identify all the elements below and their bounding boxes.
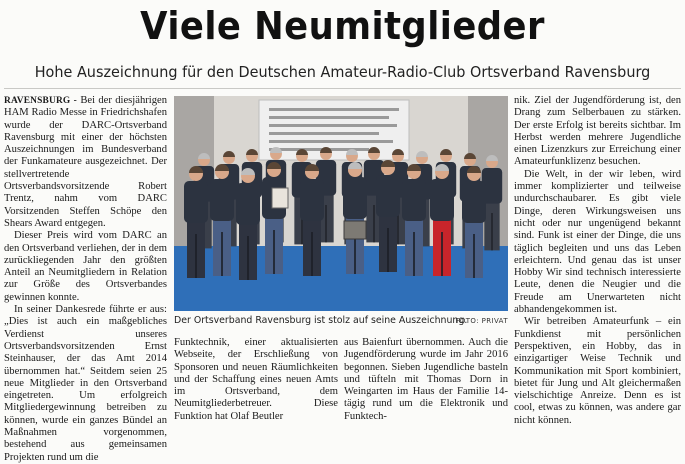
dateline: RAVENSBURG - (4, 96, 77, 106)
paragraph-youth: aus Baienfurt übernommen. Auch die Jugendförderung wurde im Jahr 2016 begonnen. Sieben Jugendliche basteln und tüfteln mit Thomas Dorn in Weingarten im Haus der Familie 14-tägig rund um die Elektronik und Funktech- (344, 337, 508, 422)
person-figure (462, 166, 486, 278)
paragraph-intro-text: Bei der diesjährigen HAM Radio Messe in Friedrichshafen wurde der DARC-Ortsverband Ravensburg mit einer der höchsten Auszeichnungen im Bundesverband der Funkamateure ausgezeichnet. Der stellvertretende Ortsverbandsvorsitzende Robert Trentz, nahm vom DARC Vorsitzenden Steffen Schöpe den Shears Award entgegen. (4, 95, 168, 229)
held-certificate (272, 188, 288, 208)
paragraph-youth-goal: nik. Ziel der Jugendförderung ist, den Drang zum Selberbauen zu stärken. Der erste Erfolg ist bereits sichtbar. Im Herbst werden mehrere Jugendliche einen Lizenzkurs zur Erreichung einer Amateurfunklizenz besuchen. (514, 95, 681, 168)
award-plaque (344, 221, 366, 239)
photo-caption: Der Ortsverband Ravensburg ist stolz auf seine Auszeichnung. (174, 315, 468, 326)
paragraph-intro (4, 95, 167, 230)
article-column-3 (344, 337, 508, 422)
photo-credit: FOTO: PRIVAT (455, 317, 508, 325)
paragraph-world: Die Welt, in der wir leben, wird immer komplizierter und teilweise undurchschaubarer. Es gibt viele Dinge, deren Wirkungsweisen uns nicht oder nur ungenügend bekannt sind. Funk ist einer der Dinge, die uns täglich begleiten und uns das Leben erleichtern. Und genau das ist unser Hobby Wir sind technisch interessierte Leute, denen die Neugier und die Freude am Unerwarteten nicht abhandengekommen ist. (514, 168, 681, 316)
paragraph-measures: Funktechnik, einer aktualisierten Webseite, der Erschließung von Sponsoren und neuen Räumlichkeiten und der Schaffung eines neuen Amts im Ortsverband, dem Neumitgliederbetreuer. Diese Funktion hat Olaf Beutler (174, 337, 338, 422)
person-figure (343, 162, 367, 274)
group-photo (174, 96, 508, 311)
paragraph-hobby: Wir betreiben Amateurfunk – ein Funkdienst mit persönlichen Perspektiven, ein Hobby, das in einzigartiger Weise Technik und Kommunikation mit Sport kombiniert, bietet für Jung und Alt gleichermaßen vielschichtige Anreize. Denn es ist cool, etwas zu können, was andere gar nicht können. (514, 316, 681, 426)
person-figure (262, 162, 286, 274)
article-column-4 (514, 95, 681, 426)
person-figure (300, 164, 324, 276)
headline: Viele Neumitglieder (140, 4, 545, 48)
person-figure (210, 164, 234, 276)
person-figure (402, 164, 426, 276)
article-column-1 (4, 95, 168, 463)
subheadline: Hohe Auszeichnung für den Deutschen Amateur-Radio-Club Ortsverband Ravensburg (34, 63, 651, 81)
photo-caption-line (174, 314, 508, 327)
paragraph-speech: In seiner Dankesrede führte er aus: „Dies ist auch ein maßgebliches Verdienst unseres Ortsverbandsvorsitzenden Ernst Steinhauser, der das Amt 2014 übernommen hat.“ Seitdem seien 25 neue Mitglieder in den Ortsverband eingetreten. Um erfolgreich Mitgliedergewinnung betreiben zu können, wurde ein ganzes Bündel an Maßnahmen vorgenommen, bestehend aus gemeinsamen Projekten rund um die (4, 304, 167, 463)
article-column-2 (174, 337, 338, 422)
person-figure (376, 160, 400, 272)
person-figure (430, 164, 454, 276)
person-figure (184, 166, 208, 278)
paragraph-award-criteria: Dieser Preis wird vom DARC an den Ortsverband verliehen, der in dem zurückliegenden Jahr den größten Anteil an Neumitgliedern in Relation zur Größe des Ortsverbandes gewinnen konnte. (4, 230, 167, 303)
header-divider (4, 88, 681, 89)
person-figure (236, 168, 260, 280)
group-photo-illustration (174, 96, 508, 311)
